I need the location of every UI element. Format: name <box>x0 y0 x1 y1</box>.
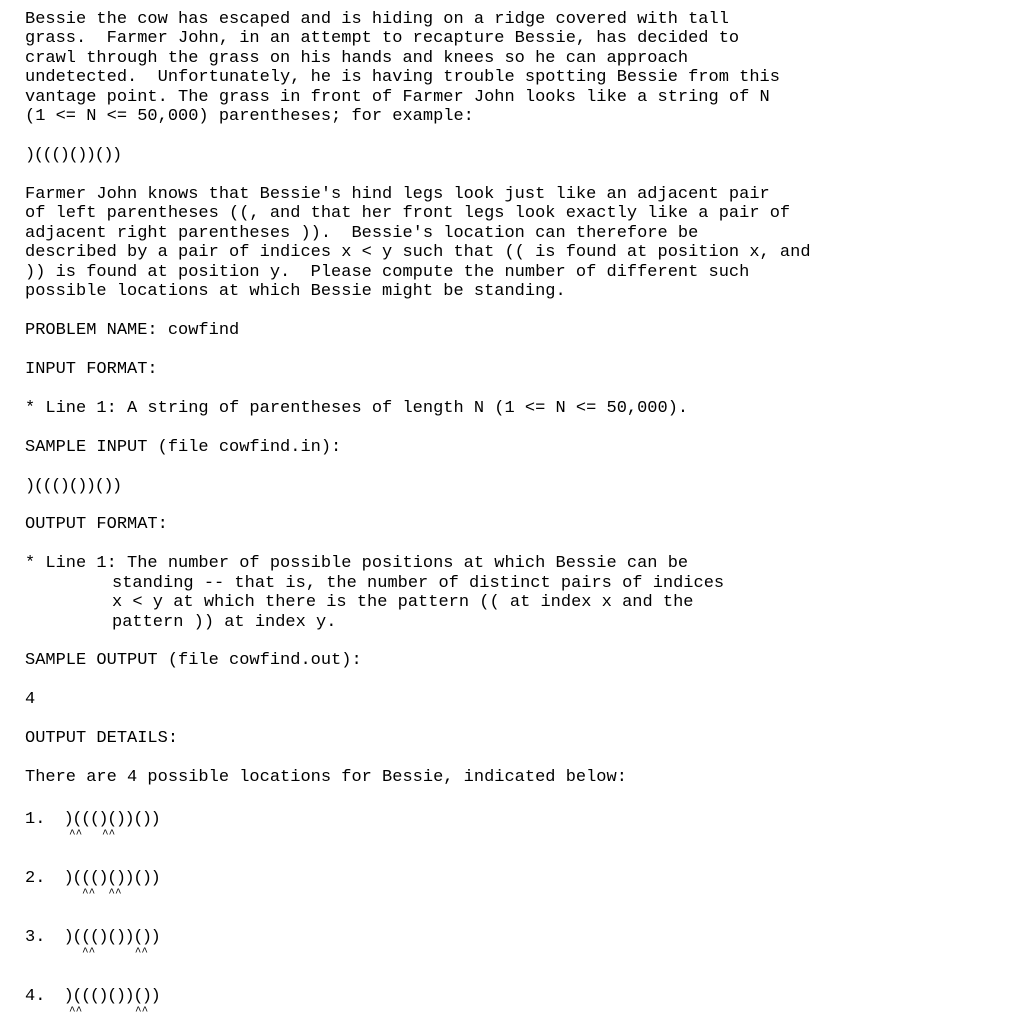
problem-document <box>25 10 1015 807</box>
location-sequence: )((()())()) <box>63 987 160 1006</box>
location-sequence: )((()())()) <box>63 810 160 829</box>
location-item-1 <box>25 810 160 841</box>
intro-line: crawl through the grass on his hands and knees so he can approach <box>25 48 689 68</box>
intro-line: vantage point. The grass in front of Farmer John looks like a string of N <box>25 87 770 107</box>
intro-line: Bessie the cow has escaped and is hiding on a ridge covered with tall <box>25 10 729 29</box>
location-sequence: )((()())()) <box>63 928 160 947</box>
output-format-line: * Line 1: The number of possible positions at which Bessie can be <box>25 554 689 574</box>
location-carets: ^^ ^^ <box>82 947 149 959</box>
problem-name: PROBLEM NAME: cowfind <box>25 321 240 340</box>
location-label: 1. <box>25 810 46 829</box>
description-line: )) is found at position y. Please compute the number of different such <box>25 262 750 282</box>
location-item-2 <box>25 869 160 900</box>
sample-output-heading: SAMPLE OUTPUT (file cowfind.out): <box>25 651 362 671</box>
intro-line: undetected. Unfortunately, he is having trouble spotting Bessie from this <box>25 68 780 88</box>
location-carets: ^^ ^^ <box>82 888 122 900</box>
description-line: described by a pair of indices x < y such that (( is found at position x, and <box>25 243 811 263</box>
intro-line: grass. Farmer John, in an attempt to recapture Bessie, has decided to <box>25 29 740 49</box>
output-format-heading: OUTPUT FORMAT: <box>25 515 168 535</box>
location-label: 4. <box>25 987 46 1006</box>
description-line: possible locations at which Bessie might be standing. <box>25 282 566 302</box>
sample-output-value: 4 <box>25 690 36 710</box>
description-line: of left parentheses ((, and that her front legs look exactly like a pair of <box>25 204 791 224</box>
description-line: Farmer John knows that Bessie's hind legs look just like an adjacent pair <box>25 184 770 204</box>
location-item-4 <box>25 987 160 1018</box>
output-format-line: standing -- that is, the number of distinct pairs of indices <box>112 573 725 593</box>
location-carets: ^^ ^^ <box>69 829 116 841</box>
location-sequence: )((()())()) <box>63 869 160 888</box>
description-line: adjacent right parentheses )). Bessie's location can therefore be <box>25 223 699 243</box>
example-string: )((()())()) <box>25 146 121 166</box>
input-format-line: * Line 1: A string of parentheses of length N (1 <= N <= 50,000). <box>25 398 689 418</box>
output-details-text: There are 4 possible locations for Bessie, indicated below: <box>25 768 627 788</box>
location-carets: ^^ ^^ <box>69 1006 149 1018</box>
location-label: 2. <box>25 869 46 888</box>
sample-input-value: )((()())()) <box>25 476 121 496</box>
output-format-line: pattern )) at index y. <box>112 612 337 632</box>
sample-input-heading: SAMPLE INPUT (file cowfind.in): <box>25 437 342 457</box>
input-format-heading: INPUT FORMAT: <box>25 359 158 379</box>
output-details-heading: OUTPUT DETAILS: <box>25 729 179 749</box>
location-label: 3. <box>25 928 46 947</box>
location-item-3 <box>25 928 160 959</box>
intro-line: (1 <= N <= 50,000) parentheses; for example: <box>25 107 474 127</box>
output-format-line: x < y at which there is the pattern (( at index x and the <box>112 593 694 613</box>
